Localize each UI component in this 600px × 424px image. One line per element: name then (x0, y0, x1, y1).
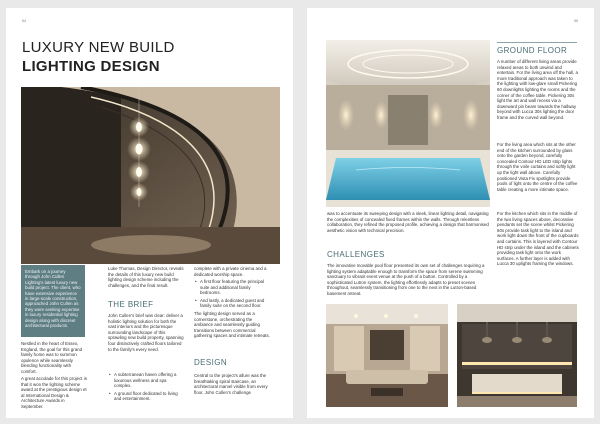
left-page (6, 8, 293, 418)
staircase-illustration (21, 87, 280, 264)
design-heading: DESIGN (194, 358, 228, 367)
staircase-photo (21, 87, 280, 264)
ground-paragraph-3: For the kitchen which sits in the middle of the two living spaces above, decorative pendants set the scene whilst Pickering 60s provide task light to the island and work light down the front of the cupboards and curtains. This is layered with Contour HD strip under the island and the cabinets providing task light onto the work surfaces. A further layer is added with Lucca 30 uplights framing the windows. (497, 211, 579, 267)
intro-paragraph: Nestled in the heart of Essex, England, the goal for this grand family home was to summon opulence while seamlessly blending functionality with comfort. (21, 341, 83, 374)
brief-list (108, 372, 184, 404)
list-item: • A first floor featuring the principal suite and additional family bedrooms. (200, 279, 272, 296)
design-paragraph: Central to the project's allure was the breathtaking spiral staircase, an architectural marvel visible from every floor. John Cullen's challenge (194, 373, 268, 395)
challenges-paragraph: The innovative movable pool floor presented its own set of challenges requiring a lighting system adaptable enough to transform the space from serene swimming sanctuary to vibrant event venue at the push of a button. Controlled by a sophisticated Lutron system, the lighting effortlessly adapts to preset scenes throughout, seamlessly transitioning from one to the next in the Lutron-based basement retreat. (327, 263, 485, 296)
kitchen-photo (457, 304, 577, 407)
heading-rule (497, 42, 577, 43)
title-bold: LIGHTING DESIGN (22, 58, 160, 75)
list-item: • A ground floor dedicated to living and entertainment. (114, 391, 184, 402)
col3-paragraph: The lighting design served as a cornerstone, orchestrating the ambiance and seamlessly guiding transitions between commercial gathering spaces and intimate retreats. (194, 311, 270, 339)
pool-caption: was to accentuate its sweeping design with a sleek, linear lighting detail, navigating the complexities of concealed fixed frames within the walls. Through relentless collaboration, they refined the proposed profile, achieving a design that harmonised aesthetic vision with technical precision. (327, 211, 489, 233)
ground-paragraph-1: A number of different living areas provide relaxed areas to both unwind and entertain. For the living area off the hall, a more traditional approach was taken to the lighting with low-glare small Pickering 60 downlights lighting the rooms and the corner of the coffee table. Pickering 30s light the art and wall recess via a downward pin beam towards the hallway beyond with Lucca 30s lighting the door frame and the curved wall beyond. (497, 59, 578, 120)
brief-heading: THE BRIEF (108, 300, 154, 309)
floors-list (194, 279, 272, 311)
living-room-photo (326, 304, 448, 407)
ground-paragraph-2: For the living area which sits at the other end of the kitchen surrounded by glass onto the garden beyond, carefully concealed Contour HD LED strip lights through the voile curtains and softly light up the light wall above. Carefully positioned Vista Fix spotlights provide pools of light onto the centre of the coffee table creating a more intimate space. (497, 142, 578, 192)
list-item: • And lastly, a dedicated guest and family suite on the second floor. (200, 298, 272, 309)
col2-intro: Luke Thomas, Design Director, reveals the details of this luxury new build lighting design scheme including the challenges, and the final result. (108, 266, 184, 288)
title-light: LUXURY NEW BUILD (22, 39, 175, 56)
pool-illustration (326, 40, 490, 207)
kitchen-illustration (457, 304, 577, 407)
page-number-right: 55 (574, 19, 578, 23)
living-room-illustration (326, 304, 448, 407)
intro-callout: Embark on a journey through John Cullen Lighting's latest luxury new build project. The client, who have extensive experience in large-scale construction, approached John Cullen as they were seeking expertise in luxury residential lighting design along with discreet architectural products. (21, 265, 85, 337)
challenges-heading: CHALLENGES (327, 250, 385, 259)
ground-floor-heading: GROUND FLOOR (497, 46, 568, 55)
list-item: • A subterranean haven offering a luxurious wellness and spa complex. (114, 372, 184, 389)
pool-photo (326, 40, 490, 207)
award-paragraph: A great accolade for this project is that it won the lighting scheme award at the prestigious design et al International Design & Architecture Awards in September. (21, 376, 87, 409)
right-page (307, 8, 594, 418)
col3-intro: complete with a private cinema and a dedicated worship space. (194, 266, 267, 277)
page-number-left: 54 (22, 19, 26, 23)
brief-paragraph: John Cullen's brief was clear: deliver a holistic lighting solution for both the vast interiors and the picturesque surrounding landscape of this sprawling new build property, spanning four distinctively crafted floors tailored to the family's every need. (108, 313, 184, 352)
